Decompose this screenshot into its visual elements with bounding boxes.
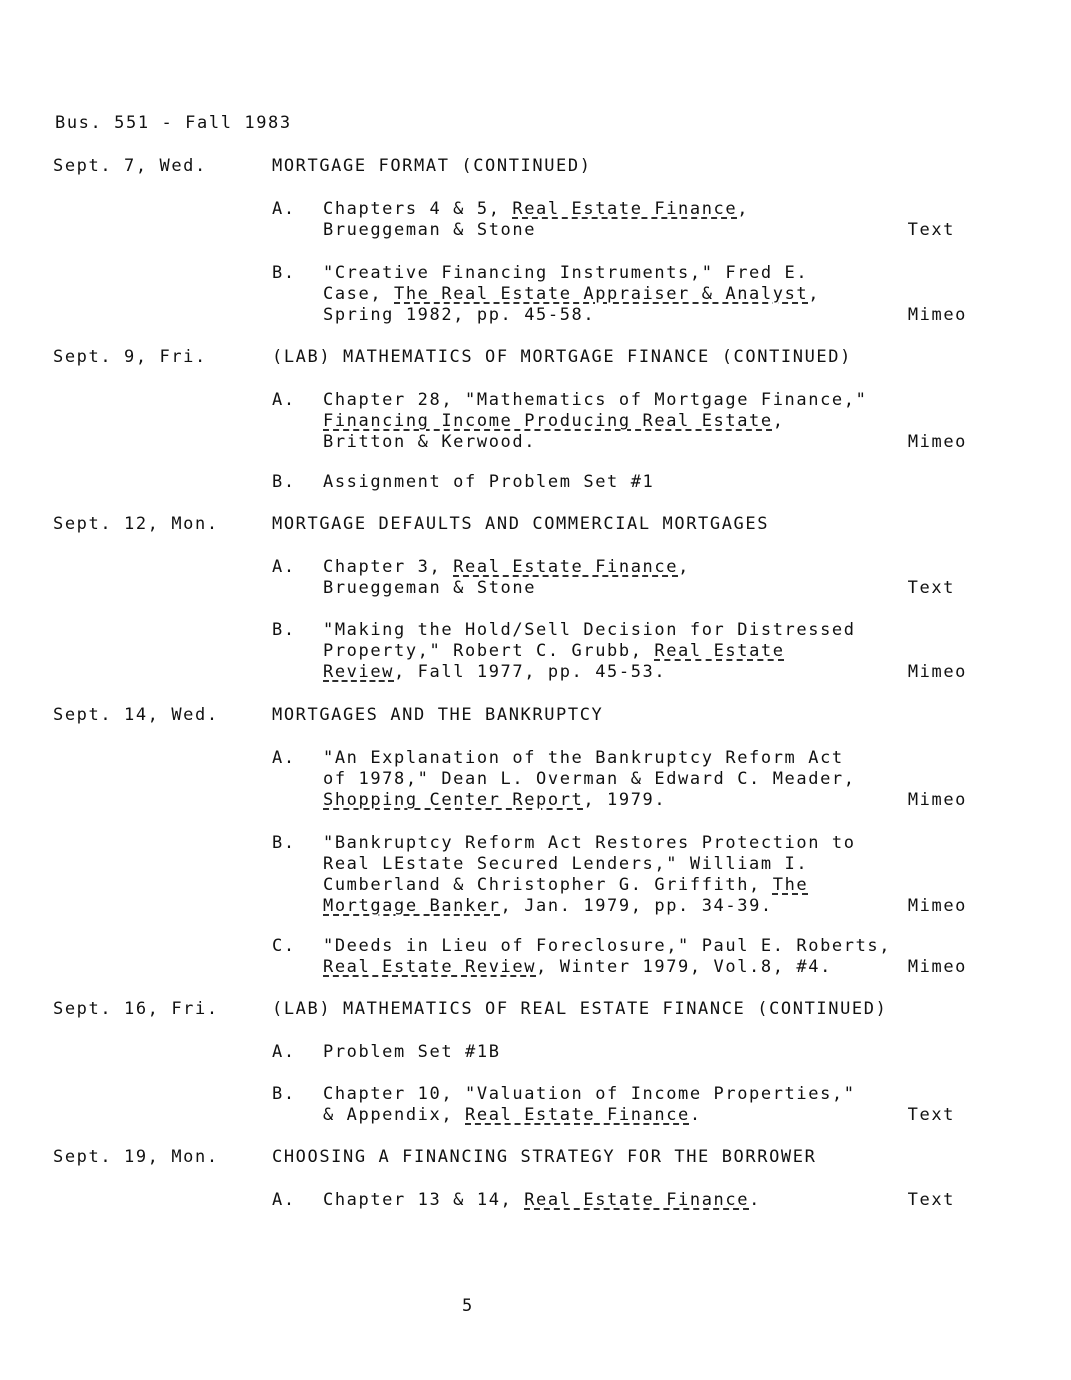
reading-line bbox=[323, 875, 808, 895]
text-segment: Case, bbox=[323, 284, 395, 304]
text-segment: Assignment of Problem Set #1 bbox=[323, 472, 655, 492]
item-label: C. bbox=[272, 936, 296, 956]
session-date: Sept. 16, Fri. bbox=[53, 999, 219, 1019]
session-topic: MORTGAGES AND THE BANKRUPTCY bbox=[272, 705, 604, 725]
session-topic: CHOOSING A FINANCING STRATEGY FOR THE BORROWER bbox=[272, 1147, 817, 1167]
reading-line bbox=[323, 1042, 501, 1062]
text-segment: "An Explanation of the Bankruptcy Reform Act bbox=[323, 748, 844, 768]
item-label: A. bbox=[272, 1190, 296, 1210]
text-segment: "Creative Financing Instruments," Fred E. bbox=[323, 263, 809, 283]
session-date: Sept. 9, Fri. bbox=[53, 347, 207, 367]
text-segment: Brueggeman & Stone bbox=[323, 578, 537, 598]
source-type: Text bbox=[907, 1190, 955, 1210]
publication-title: Real Estate Finance bbox=[524, 1190, 750, 1210]
session-date: Sept. 14, Wed. bbox=[53, 705, 219, 725]
text-segment: Chapter 10, "Valuation of Income Properties," bbox=[323, 1084, 856, 1104]
reading-line bbox=[323, 220, 536, 240]
reading-line bbox=[323, 620, 856, 640]
reading-line bbox=[323, 578, 536, 598]
item-label: A. bbox=[272, 557, 296, 577]
publication-title: Real Estate Finance bbox=[453, 557, 679, 577]
publication-title: Financing Income Producing Real Estate bbox=[323, 411, 773, 431]
text-segment: "Deeds in Lieu of Foreclosure," Paul E. Roberts, bbox=[323, 936, 892, 956]
reading-line bbox=[323, 284, 820, 304]
reading-line bbox=[323, 748, 844, 768]
source-type: Mimeo bbox=[907, 305, 967, 325]
session-date: Sept. 19, Mon. bbox=[53, 1147, 219, 1167]
publication-title: The bbox=[772, 875, 809, 895]
source-type: Mimeo bbox=[907, 790, 967, 810]
reading-line bbox=[323, 769, 856, 789]
reading-line bbox=[323, 957, 832, 977]
reading-line bbox=[323, 411, 785, 431]
page-number: 5 bbox=[462, 1296, 474, 1316]
reading-line bbox=[323, 936, 891, 956]
text-segment: & Appendix, bbox=[323, 1105, 466, 1125]
text-segment: , Winter 1979, Vol.8, #4. bbox=[536, 957, 832, 977]
reading-line bbox=[323, 1105, 702, 1125]
text-segment: , bbox=[737, 199, 750, 219]
publication-title: Real Estate Review bbox=[323, 957, 537, 977]
reading-line bbox=[323, 557, 690, 577]
reading-line bbox=[323, 833, 856, 853]
session-topic: MORTGAGE FORMAT (CONTINUED) bbox=[272, 156, 592, 176]
source-type: Text bbox=[907, 578, 955, 598]
source-type: Text bbox=[907, 1105, 955, 1125]
publication-title: The Real Estate Appraiser & Analyst bbox=[394, 284, 809, 304]
source-type: Mimeo bbox=[907, 957, 967, 977]
source-type: Mimeo bbox=[907, 432, 967, 452]
session-topic: (LAB) MATHEMATICS OF REAL ESTATE FINANCE (CONTINUED) bbox=[272, 999, 888, 1019]
text-segment: Property," Robert C. Grubb, bbox=[323, 641, 655, 661]
text-segment: Chapter 13 & 14, bbox=[323, 1190, 525, 1210]
text-segment: Chapter 3, bbox=[323, 557, 454, 577]
reading-line bbox=[323, 641, 785, 661]
reading-line bbox=[323, 472, 654, 492]
course-header: Bus. 551 - Fall 1983 bbox=[55, 113, 292, 133]
item-label: B. bbox=[272, 472, 296, 492]
text-segment: . bbox=[749, 1190, 761, 1210]
source-type: Mimeo bbox=[907, 896, 967, 916]
item-label: B. bbox=[272, 620, 296, 640]
text-segment: Britton & Kerwood. bbox=[323, 432, 537, 452]
item-label: A. bbox=[272, 748, 296, 768]
reading-line bbox=[323, 199, 749, 219]
publication-title: Review bbox=[323, 662, 395, 682]
publication-title: Real Estate bbox=[654, 641, 785, 661]
reading-line bbox=[323, 1084, 856, 1104]
text-segment: , bbox=[772, 411, 785, 431]
reading-line bbox=[323, 305, 595, 325]
text-segment: of 1978," Dean L. Overman & Edward C. Meader, bbox=[323, 769, 856, 789]
item-label: B. bbox=[272, 263, 296, 283]
source-type: Mimeo bbox=[907, 662, 967, 682]
session-date: Sept. 7, Wed. bbox=[53, 156, 207, 176]
text-segment: , bbox=[678, 557, 690, 577]
item-label: A. bbox=[272, 390, 296, 410]
reading-line bbox=[323, 854, 808, 874]
reading-line bbox=[323, 896, 773, 916]
item-label: A. bbox=[272, 1042, 296, 1062]
text-segment: "Bankruptcy Reform Act Restores Protection to bbox=[323, 833, 856, 853]
item-label: A. bbox=[272, 199, 296, 219]
reading-line bbox=[323, 390, 867, 410]
item-label: B. bbox=[272, 1084, 296, 1104]
text-segment: "Making the Hold/Sell Decision for Distressed bbox=[323, 620, 856, 640]
text-segment: Brueggeman & Stone bbox=[323, 220, 537, 240]
text-segment: , Fall 1977, pp. 45-53. bbox=[394, 662, 667, 682]
reading-line bbox=[323, 790, 666, 810]
text-segment: Spring 1982, pp. 45-58. bbox=[323, 305, 596, 325]
session-date: Sept. 12, Mon. bbox=[53, 514, 219, 534]
text-segment: Chapter 28, "Mathematics of Mortgage Finance," bbox=[323, 390, 868, 410]
publication-title: Shopping Center Report bbox=[323, 790, 584, 810]
session-topic: (LAB) MATHEMATICS OF MORTGAGE FINANCE (CONTINUED) bbox=[272, 347, 852, 367]
reading-line bbox=[323, 662, 666, 682]
text-segment: Cumberland & Christopher G. Griffith, bbox=[323, 875, 773, 895]
source-type: Text bbox=[907, 220, 955, 240]
text-segment: Chapters 4 & 5, bbox=[323, 199, 513, 219]
reading-line bbox=[323, 263, 808, 283]
text-segment: , 1979. bbox=[583, 790, 667, 810]
reading-line bbox=[323, 1190, 761, 1210]
publication-title: Real Estate Finance bbox=[465, 1105, 690, 1125]
text-segment: , Jan. 1979, pp. 34-39. bbox=[500, 896, 773, 916]
item-label: B. bbox=[272, 833, 296, 853]
text-segment: , bbox=[808, 284, 821, 304]
session-topic: MORTGAGE DEFAULTS AND COMMERCIAL MORTGAGES bbox=[272, 514, 770, 534]
text-segment: Problem Set #1B bbox=[323, 1042, 501, 1062]
text-segment: Real LEstate Secured Lenders," William I. bbox=[323, 854, 809, 874]
text-segment: . bbox=[689, 1105, 702, 1125]
publication-title: Real Estate Finance bbox=[512, 199, 738, 219]
reading-line bbox=[323, 432, 536, 452]
publication-title: Mortgage Banker bbox=[323, 896, 501, 916]
